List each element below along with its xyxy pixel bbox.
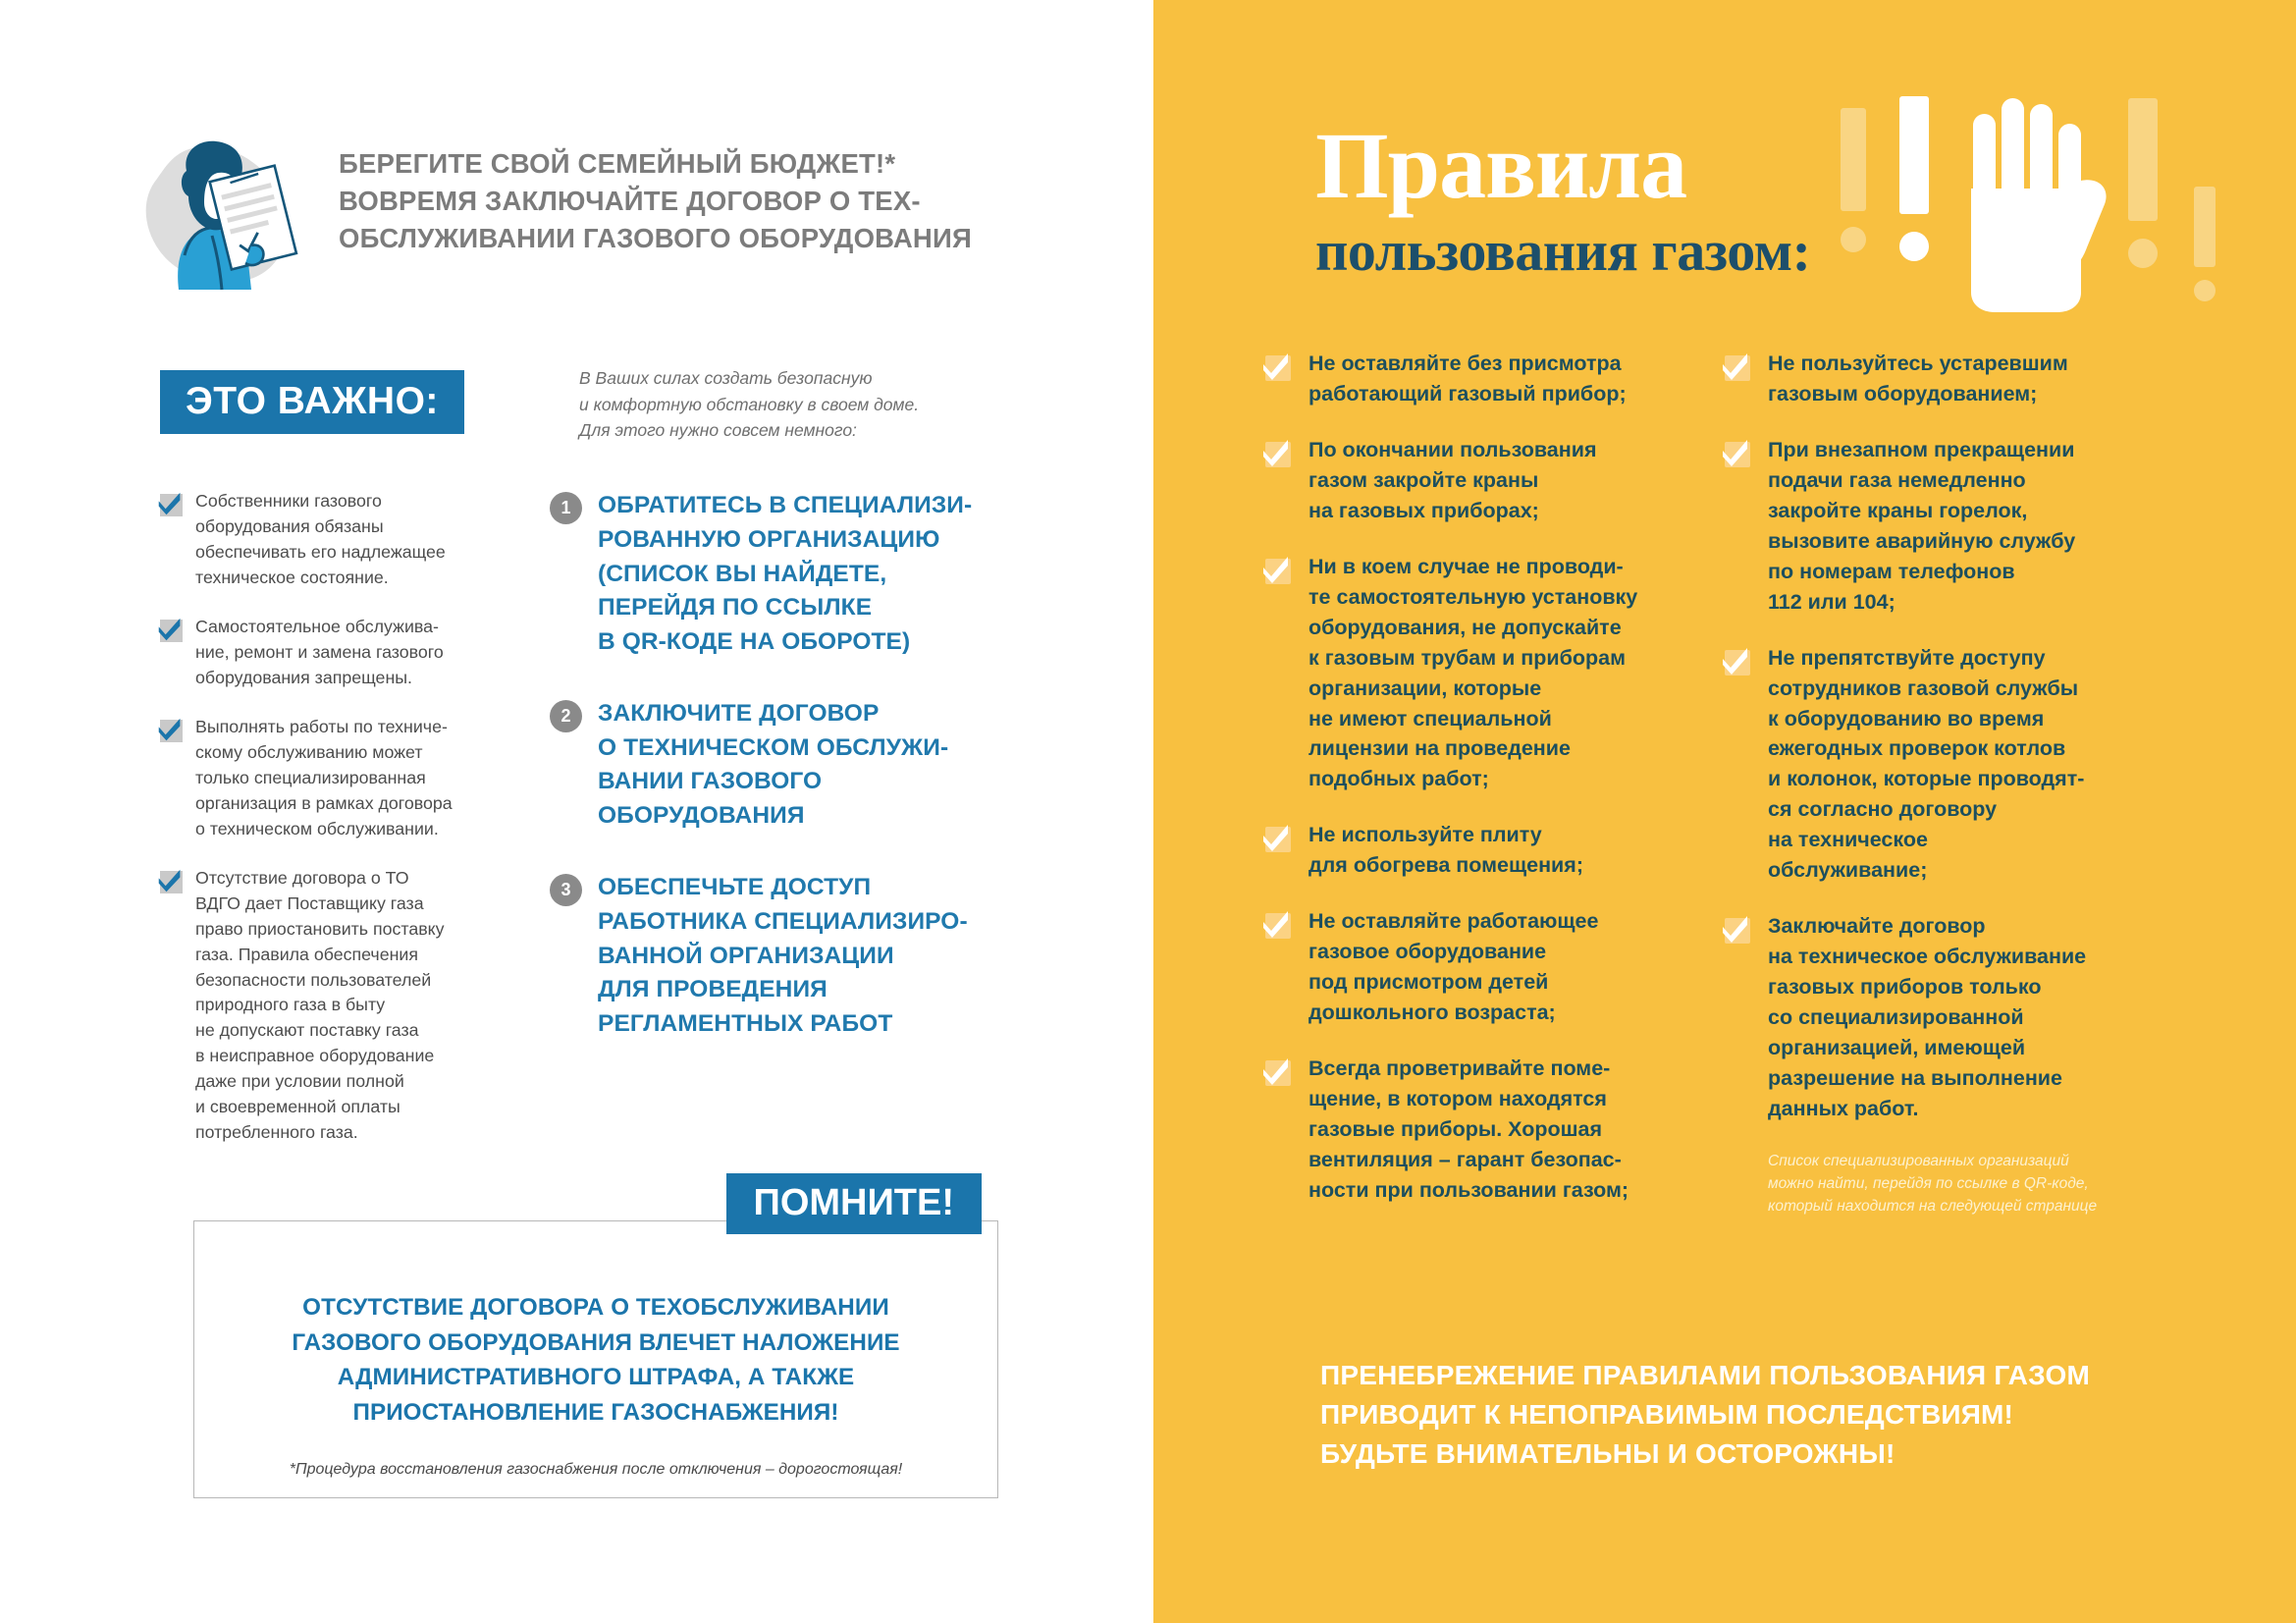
obligation-item — [157, 489, 510, 591]
woman-reading-document-illustration — [128, 118, 299, 295]
obligation-line: даже при условии полной — [195, 1071, 404, 1092]
rule-line: Не оставляйте без присмотра — [1308, 352, 1622, 375]
obligation-line: природного газа в быту — [195, 995, 386, 1015]
steps-list — [550, 489, 1011, 1079]
headline-line-1: БЕРЕГИТЕ СВОЙ СЕМЕЙНЫЙ БЮДЖЕТ!* — [339, 148, 896, 179]
rule-line: организацией, имеющей — [1768, 1036, 2026, 1060]
rule-item — [1261, 349, 1685, 409]
rule-line: оборудования, не допускайте — [1308, 615, 1622, 639]
remember-line-1: ОТСУТСТВИЕ ДОГОВОРА О ТЕХОБСЛУЖИВАНИИ — [302, 1294, 889, 1321]
rule-item — [1721, 643, 2145, 887]
checkmark-icon — [1721, 438, 1750, 467]
rule-line: разрешение на выполнение — [1768, 1066, 2062, 1091]
rule-line: на техническое — [1768, 828, 1928, 852]
obligation-line: Отсутствие договора о ТО — [195, 867, 409, 888]
stop-hand-icon — [1932, 86, 2128, 312]
warning-line-2: ПРИВОДИТ К НЕПОПРАВИМЫМ ПОСЛЕДСТВИЯМ! — [1320, 1398, 2014, 1430]
rule-text — [1308, 435, 1597, 526]
step-number-badge: 1 — [550, 492, 582, 524]
obligation-line: оборудования запрещены. — [195, 667, 412, 687]
rule-text — [1768, 911, 2086, 1124]
right-panel — [1153, 0, 2296, 1623]
rule-text — [1768, 435, 2075, 618]
rule-text — [1308, 552, 1637, 795]
rule-line: ности при пользовании газом; — [1308, 1177, 1629, 1202]
rules-footnote-line: можно найти, перейдя по ссылке в QR-коде, — [1768, 1175, 2089, 1193]
obligation-line: газа. Правила обеспечения — [195, 944, 418, 964]
exclamation-mark-icon-3 — [2128, 98, 2158, 268]
intro-line-3: Для этого нужно совсем немного: — [579, 420, 857, 441]
step-line: ВАННОЙ ОРГАНИЗАЦИИ — [598, 942, 894, 969]
step-text — [598, 871, 968, 1042]
rule-line: Не пользуйтесь устаревшим — [1768, 352, 2068, 375]
rule-line: Заключайте договор — [1768, 914, 1986, 939]
rule-line: ежегодных проверок котлов — [1768, 736, 2066, 761]
remember-line-3: АДМИНИСТРАТИВНОГО ШТРАФА, А ТАКЖЕ — [337, 1364, 855, 1391]
rule-line: подачи газа немедленно — [1768, 467, 2026, 492]
checkmark-icon — [1261, 909, 1291, 939]
obligation-line: организация в рамках договора — [195, 792, 453, 813]
rule-line: лицензии на проведение — [1308, 736, 1571, 761]
obligation-text — [195, 866, 445, 1147]
step-line: О ТЕХНИЧЕСКОМ ОБСЛУЖИ- — [598, 733, 949, 761]
rule-line: обслуживание; — [1768, 858, 1928, 883]
rule-item — [1261, 435, 1685, 526]
obligation-line: безопасности пользователей — [195, 969, 432, 990]
step-item — [550, 871, 1011, 1042]
checkmark-icon — [1261, 555, 1291, 584]
intro-line-1: В Ваших силах создать безопасную — [579, 368, 873, 388]
obligation-line: Выполнять работы по техниче- — [195, 716, 448, 736]
rule-text — [1308, 349, 1627, 409]
exclamation-mark-icon-4 — [2194, 187, 2216, 301]
checkmark-icon — [157, 491, 183, 516]
headline-line-2: ВОВРЕМЯ ЗАКЛЮЧАЙТЕ ДОГОВОР О ТЕХ- — [339, 185, 921, 216]
rule-line: Не оставляйте работающее — [1308, 909, 1599, 934]
rules-title — [1315, 113, 1811, 284]
rule-line: сотрудников газовой службы — [1768, 676, 2079, 700]
rule-line: и колонок, которые проводят- — [1768, 767, 2085, 791]
step-text — [598, 697, 948, 834]
rule-line: по номерам телефонов — [1768, 559, 2015, 583]
rules-column-right — [1721, 349, 2145, 1231]
checkmark-icon — [1261, 1056, 1291, 1086]
obligation-text — [195, 489, 446, 591]
rule-item — [1721, 911, 2145, 1124]
step-line: ОБОРУДОВАНИЯ — [598, 802, 805, 830]
obligation-line: техническое состояние. — [195, 567, 389, 587]
rule-line: Не препятствуйте доступу — [1768, 645, 2046, 670]
obligation-line: о техническом обслуживании. — [195, 818, 439, 839]
headline-line-3: ОБСЛУЖИВАНИИ ГАЗОВОГО ОБОРУДОВАНИЯ — [339, 222, 972, 253]
checkmark-icon — [1261, 352, 1291, 381]
step-line: ОБЕСПЕЧЬТЕ ДОСТУП — [598, 874, 872, 901]
obligation-item — [157, 615, 510, 691]
rule-line: Всегда проветривайте поме- — [1308, 1056, 1611, 1081]
obligation-text — [195, 615, 444, 691]
checkmark-icon — [157, 868, 183, 893]
intro-note — [579, 365, 991, 444]
obligation-line: потребленного газа. — [195, 1122, 358, 1143]
step-item — [550, 489, 1011, 660]
obligations-list — [157, 489, 510, 1169]
step-number-badge: 2 — [550, 700, 582, 732]
checkmark-icon — [1261, 823, 1291, 852]
rule-line: газовым оборудованием; — [1768, 381, 2038, 406]
rule-line: щение, в котором находятся — [1308, 1087, 1607, 1111]
rule-line: вентиляция – гарант безопас- — [1308, 1147, 1622, 1171]
rule-line: закройте краны горелок, — [1768, 498, 2028, 522]
obligation-item — [157, 715, 510, 842]
rule-line: подобных работ; — [1308, 767, 1489, 791]
rule-item — [1721, 349, 2145, 409]
rule-line: 112 или 104; — [1768, 589, 1896, 614]
rule-line: со специализированной — [1768, 1005, 2024, 1030]
rule-line: дошкольного возраста; — [1308, 1001, 1556, 1025]
step-line: (СПИСОК ВЫ НАЙДЕТЕ, — [598, 560, 887, 587]
rules-footnote-line: который находится на следующей странице — [1768, 1198, 2098, 1216]
intro-line-2: и комфортную обстановку в своем доме. — [579, 394, 920, 414]
rule-line: При внезапном прекращении — [1768, 437, 2075, 461]
rule-line: данных работ. — [1768, 1096, 1919, 1120]
page-title — [339, 118, 972, 257]
step-line: ДЛЯ ПРОВЕДЕНИЯ — [598, 976, 828, 1003]
rule-item — [1261, 552, 1685, 795]
rule-line: те самостоятельную установку — [1308, 584, 1638, 609]
obligation-line: скому обслуживанию может — [195, 741, 423, 762]
rule-line: газом закройте краны — [1308, 467, 1539, 492]
rule-line: Не используйте плиту — [1308, 823, 1542, 847]
checkmark-icon — [1721, 646, 1750, 676]
rule-text — [1768, 349, 2068, 409]
obligation-line: ВДГО дает Поставщику газа — [195, 893, 424, 913]
rule-text — [1308, 820, 1583, 881]
checkmark-icon — [157, 717, 183, 742]
rule-item — [1721, 435, 2145, 618]
warning-line-3: БУДЬТЕ ВНИМАТЕЛЬНЫ И ОСТОРОЖНЫ! — [1320, 1437, 1896, 1469]
checkmark-icon — [1261, 438, 1291, 467]
rules-footnote-line: Список специализированных организаций — [1768, 1152, 2069, 1169]
step-item — [550, 697, 1011, 834]
rule-line: Ни в коем случае не проводи- — [1308, 554, 1624, 578]
obligation-line: Собственники газового — [195, 491, 382, 511]
obligation-line: в неисправное оборудование — [195, 1046, 435, 1066]
step-line: ПЕРЕЙДЯ ПО ССЫЛКЕ — [598, 594, 873, 622]
obligation-item — [157, 866, 510, 1147]
rule-line: ся согласно договору — [1768, 797, 1998, 822]
obligation-line: ние, ремонт и замена газового — [195, 641, 444, 662]
rule-line: к оборудованию во время — [1768, 706, 2045, 730]
warning-line-1: ПРЕНЕБРЕЖЕНИЕ ПРАВИЛАМИ ПОЛЬЗОВАНИЯ ГАЗОМ — [1320, 1360, 2090, 1390]
rule-line: не имеют специальной — [1308, 706, 1552, 730]
rule-item — [1261, 1054, 1685, 1206]
obligation-line: и своевременной оплаты — [195, 1097, 400, 1117]
rule-line: на техническое обслуживание — [1768, 945, 2087, 969]
obligation-text — [195, 715, 453, 842]
obligation-line: обеспечивать его надлежащее — [195, 541, 446, 562]
obligation-line: оборудования обязаны — [195, 515, 384, 536]
rules-title-line-1: Правила — [1315, 113, 1687, 218]
checkmark-icon — [1721, 914, 1750, 944]
rule-line: газовое оборудование — [1308, 940, 1547, 964]
obligation-line: только специализированная — [195, 767, 426, 787]
exclamation-mark-icon-2 — [1899, 96, 1929, 261]
rule-line: газовых приборов только — [1768, 975, 2042, 1000]
remember-footnote: *Процедура восстановления газоснабжения после отключения – дорогостоящая! — [289, 1461, 903, 1479]
exclamation-mark-icon-1 — [1841, 108, 1866, 252]
step-line: ВАНИИ ГАЗОВОГО — [598, 768, 823, 795]
rule-line: под присмотром детей — [1308, 970, 1549, 995]
obligation-line: не допускают поставку газа — [195, 1020, 419, 1041]
rule-line: вызовите аварийную службу — [1768, 528, 2076, 553]
remember-main-text — [228, 1290, 964, 1430]
rule-item — [1261, 906, 1685, 1028]
step-text — [598, 489, 972, 660]
brand-header — [128, 118, 1070, 295]
rules-title-line-2: пользования газом: — [1315, 219, 1811, 284]
step-line: РЕГЛАМЕНТНЫХ РАБОТ — [598, 1010, 893, 1038]
step-line: ОБРАТИТЕСЬ В СПЕЦИАЛИЗИ- — [598, 492, 973, 518]
rule-line: на газовых приборах; — [1308, 498, 1539, 522]
warning-block — [1320, 1356, 2204, 1473]
rule-line: работающий газовый прибор; — [1308, 381, 1627, 406]
obligation-line: право приостановить поставку — [195, 918, 445, 939]
rule-line: для обогрева помещения; — [1308, 853, 1583, 878]
rules-footnote — [1768, 1150, 2145, 1218]
remember-line-4: ПРИОСТАНОВЛЕНИЕ ГАЗОСНАБЖЕНИЯ! — [352, 1398, 839, 1426]
rules-column-left — [1261, 349, 1685, 1231]
step-line: В QR-КОДЕ НА ОБОРОТЕ) — [598, 628, 911, 656]
remember-box — [193, 1220, 998, 1498]
important-badge: ЭТО ВАЖНО: — [160, 370, 464, 434]
remember-line-2: ГАЗОВОГО ОБОРУДОВАНИЯ ВЛЕЧЕТ НАЛОЖЕНИЕ — [292, 1328, 900, 1356]
rule-item — [1261, 820, 1685, 881]
step-line: ЗАКЛЮЧИТЕ ДОГОВОР — [598, 699, 880, 727]
checkmark-icon — [1721, 352, 1750, 381]
rule-text — [1308, 1054, 1629, 1206]
step-number-badge: 3 — [550, 874, 582, 906]
checkmark-icon — [157, 617, 183, 642]
rule-line: По окончании пользования — [1308, 437, 1597, 461]
rule-line: к газовым трубам и приборам — [1308, 645, 1627, 670]
rule-text — [1308, 906, 1598, 1028]
obligation-line: Самостоятельное обслужива- — [195, 616, 439, 636]
rule-line: организации, которые — [1308, 676, 1542, 700]
step-line: РАБОТНИКА СПЕЦИАЛИЗИРО- — [598, 907, 968, 935]
rule-text — [1768, 643, 2084, 887]
rules-columns — [1153, 349, 2296, 1231]
rule-line: газовые приборы. Хорошая — [1308, 1117, 1603, 1142]
step-line: РОВАННУЮ ОРГАНИЗАЦИЮ — [598, 525, 940, 553]
remember-badge: ПОМНИТЕ! — [726, 1173, 983, 1234]
